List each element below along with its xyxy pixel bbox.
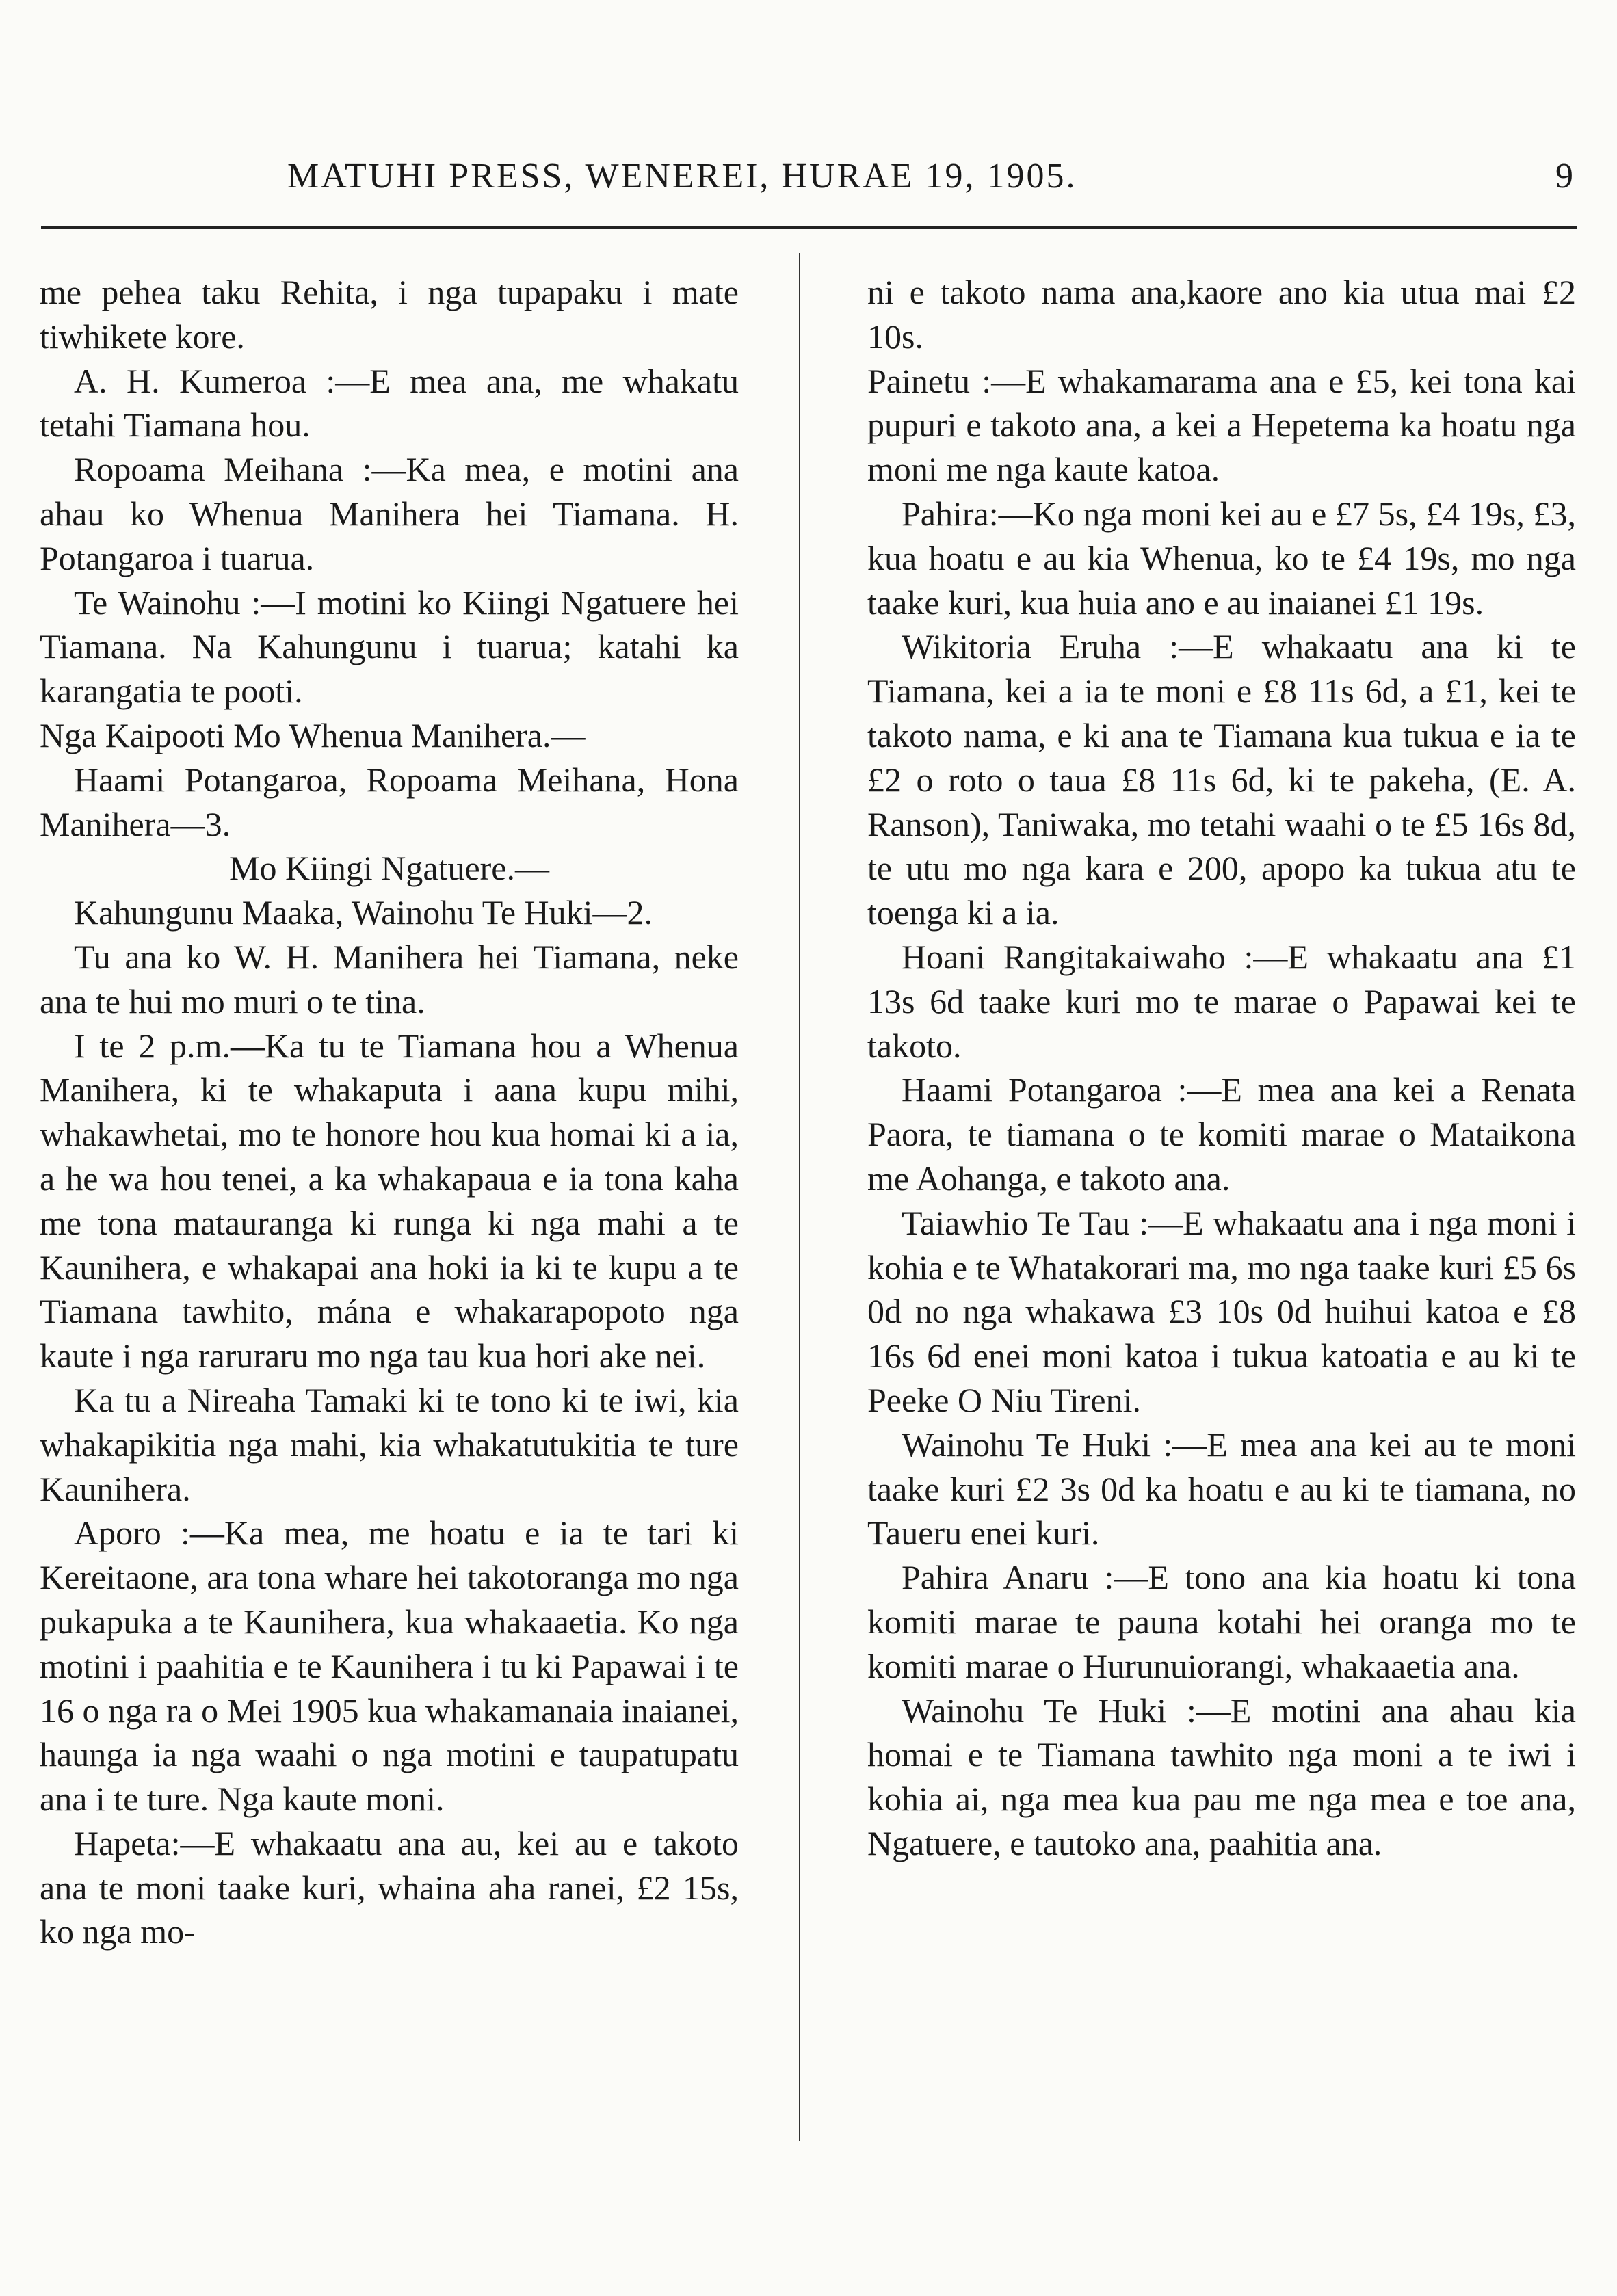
right-column — [867, 270, 1576, 1866]
paragraph: Ka tu a Nireaha Tamaki ki te tono ki te iwi, kia whakapikitia nga mahi, kia whakatutukitia te ture Kaunihera. — [40, 1380, 739, 1508]
paragraph: Mo Kiingi Ngatuere.— — [229, 849, 549, 888]
paragraph: Aporo :—Ka mea, me hoatu e ia te tari ki Kereitaone, ara tona whare hei takotoranga mo nga pukapuka a te Kaunihera, kua whakaaetia. Ko nga motini i paahitia e te Kaunihera i tu ki Papawai i te 16 o nga ra o Mei 1905 kua whakamanaia inaianei, haunga ia nga waahi o nga motini e taupatupatu ana i te ture. Nga kaute moni. — [40, 1514, 739, 1819]
paragraph: Tu ana ko W. H. Manihera hei Tiamana, neke ana te hui mo muri o te tina. — [40, 937, 739, 1020]
paragraph: Wikitoria Eruha :—E whakaatu ana ki te Tiamana, kei a ia te moni e £8 11s 6d, a £1, kei te takoto nama, e ki ana te Tiamana kua tukua e ia te £2 o roto o taua £8 11s 6d, ki te pakeha, (E. A. Ranson), Taniwaka, mo tetahi waahi o te £5 16s 8d, te utu mo nga kara e 200, apopo ka tukua atu te toenga ki a ia. — [867, 627, 1576, 932]
paragraph: Hapeta:—E whakaatu ana au, kei au e takoto ana te moni taake kuri, whaina aha ranei, £2 15s, ko nga mo- — [40, 1823, 739, 1951]
paragraph: Nga Kaipooti Mo Whenua Manihera.— — [40, 715, 586, 754]
paragraph: Haami Potangaroa :—E mea ana kei a Renata Paora, te tiamana o te komiti marae o Mataikona me Aohanga, e takoto ana. — [867, 1070, 1576, 1198]
paragraph: I te 2 p.m.—Ka tu te Tiamana hou a Whenua Manihera, ki te whakaputa i aana kupu mihi, whakawhetai, mo te honore hou kua homai ki a ia, a he wa hou tenei, a ka whakapaua e ia tona kaha me tona matauranga ki runga ki nga mahi a te Kaunihera, e whakapai ana hoki ia ki te kupu a te Tiamana tawhito, mána e whakarapopoto nga kaute i nga raruraru mo nga tau kua hori ake nei. — [40, 1026, 739, 1375]
paragraph: ni e takoto nama ana,kaore ano kia utua mai £2 10s. — [867, 273, 1576, 356]
paragraph: Haami Potangaroa, Ropoama Meihana, Hona Manihera—3. — [40, 760, 739, 843]
left-column — [40, 270, 739, 1954]
paragraph: Painetu :—E whakamarama ana e £5, kei tona kai pupuri e takoto ana, a kei a Hepetema ka hoatu nga moni me nga kaute katoa. — [867, 361, 1576, 489]
page-header — [41, 156, 1587, 217]
page-number: 9 — [1555, 157, 1573, 196]
paragraph: Wainohu Te Huki :—E mea ana kei au te moni taake kuri £2 3s 0d ka hoatu e au ki te tiamana, no Taueru enei kuri. — [867, 1425, 1576, 1553]
paragraph: Taiawhio Te Tau :—E whakaatu ana i nga moni i kohia e te Whatakorari ma, mo nga taake kuri £5 6s 0d no nga whakawa £3 10s 0d huihui katoa e £8 16s 6d enei moni katoa i tukua katoatia e au ki te Peeke O Niu Tireni. — [867, 1203, 1576, 1419]
paragraph: Ropoama Meihana :—Ka mea, e motini ana ahau ko Whenua Manihera hei Tiamana. H. Potangaroa i tuarua. — [40, 450, 739, 577]
paragraph: Kahungunu Maaka, Wainohu Te Huki—2. — [74, 893, 653, 932]
paragraph: Pahira Anaru :—E tono ana kia hoatu ki tona komiti marae te pauna kotahi hei oranga mo te komiti marae o Hurunuiorangi, whakaaetia ana. — [867, 1558, 1576, 1685]
header-rule — [41, 226, 1577, 229]
running-title: MATUHI PRESS, WENEREI, HURAE 19, 1905. — [287, 157, 1077, 196]
paragraph: me pehea taku Rehita, i nga tupapaku i mate tiwhikete kore. — [40, 273, 739, 356]
column-divider — [799, 253, 800, 2141]
paragraph: Wainohu Te Huki :—E motini ana ahau kia homai e te Tiamana tawhito nga moni a te iwi i kohia ai, nga mea kua pau me nga mea e toe ana, Ngatuere, e tautoko ana, paahitia ana. — [867, 1691, 1576, 1862]
paragraph: Te Wainohu :—I motini ko Kiingi Ngatuere hei Tiamana. Na Kahungunu i tuarua; katahi ka karangatia te pooti. — [40, 583, 739, 711]
paragraph: Pahira:—Ko nga moni kei au e £7 5s, £4 19s, £3, kua hoatu e au kia Whenua, ko te £4 19s, mo nga taake kuri, kua huia ano e au inaianei £1 19s. — [867, 494, 1576, 622]
paragraph: Hoani Rangitakaiwaho :—E whakaatu ana £1 13s 6d taake kuri mo te marae o Papawai kei te takoto. — [867, 937, 1576, 1065]
paragraph: A. H. Kumeroa :—E mea ana, me whakatu tetahi Tiamana hou. — [40, 361, 739, 445]
